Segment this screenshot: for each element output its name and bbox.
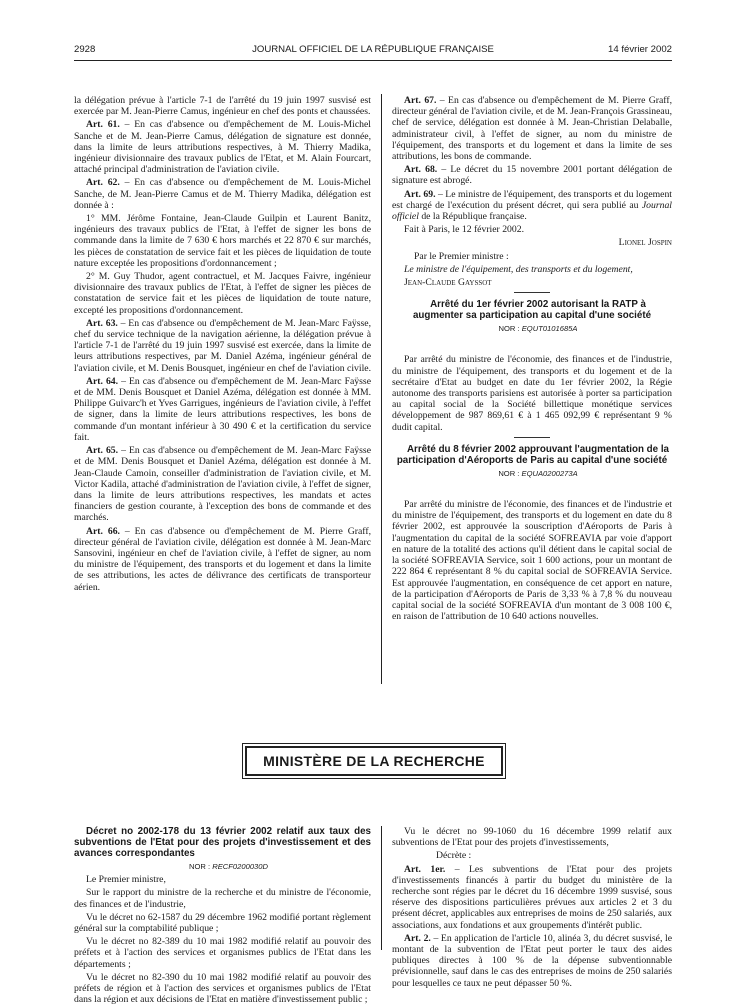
column-divider — [381, 94, 382, 684]
article-66 — [74, 526, 371, 593]
article-63 — [74, 318, 371, 374]
paragraph: Le Premier ministre, — [86, 874, 166, 886]
ministry-banner — [242, 743, 506, 779]
article-text: de la République française. — [418, 211, 527, 223]
article-label: Art. 1er. — [404, 863, 446, 875]
journal-name: Journal officiel — [392, 199, 672, 223]
arrete-body: Par arrêté du ministre de l'économie, des finances et de l'industrie et du ministre de l'équipement, des transports et du logement en date du 8 février 2002, est approuvée la souscription d'Aéroports de Paris à l'augmentation du capital de la société SOFREAVIA par voie d'apport en nature de la totalité des actions qu'il détient dans le capital social de la société SOFREAVIA Service, soit 1 600 actions, pour un montant de 222 864 € représentant 8 % du capital social de SOFREAVIA Service. Est approuvée l'augmentation, en conséquence de cet apport en nature, de la participation d'Aéroports de Paris de 3,33 % à 7,8 % du nouveau capital social de la société SOFREAVIA d'un montant de 3 008 100 €, en raison de l'attribution de 10 640 actions nouvelles. — [392, 499, 672, 623]
article-label: Art. 67. — [404, 95, 437, 106]
article-text: – Les subventions de l'Etat pour des projets d'investissements financés à partir du budget du ministère de la recherche sont régies par le décret du 16 décembre 1999 susvisé, sous réserve des dispositions particulières prévues aux articles 2 et 3 du présent décret, applicables aux entreprises de moins de 250 salariés, aux associations, aux fondations et aux groupements d'intérêt public. — [392, 863, 672, 931]
article-62 — [74, 177, 371, 211]
paragraph: Vu le décret no 62-1587 du 29 décembre 1962 modifié portant règlement général sur la comptabilité publique ; — [74, 911, 371, 935]
article-65 — [74, 445, 371, 523]
arrete-title: Arrêté du 1er février 2002 autorisant la RATP à augmenter sa participation au capital d'une société — [412, 299, 652, 322]
journal-title: JOURNAL OFFICIEL DE LA RÉPUBLIQUE FRANÇAISE — [252, 44, 494, 55]
signature-place-date: Fait à Paris, le 12 février 2002. — [404, 224, 524, 236]
arrete-title: Arrêté du 8 février 2002 approuvant l'augmentation de la participation d'Aéroports de Paris au capital d'une société — [396, 443, 670, 466]
article-label: Art. 2. — [404, 932, 431, 944]
left-column — [74, 95, 371, 595]
ministry-title: MINISTÈRE DE LA RECHERCHE — [245, 746, 503, 776]
article-text: – En cas d'absence ou d'empêchement de M. Louis-Michel Sanche, de M. Jean-Pierre Camus et de M. Thierry Madika, délégation est donnée à : — [74, 177, 371, 211]
paragraph: Vu le décret no 99-1060 du 16 décembre 1999 relatif aux subventions de l'Etat pour des projets d'investissements, — [392, 826, 672, 849]
paragraph: la délégation prévue à l'article 7-1 de l'arrêté du 19 juin 1997 susvisé est exercée par M. Jean-Pierre Camus, ingénieur en chef des ponts et chaussées. — [74, 95, 371, 118]
separator — [514, 292, 550, 293]
minister-title: Le ministre de l'équipement, des transports et du logement, — [404, 263, 633, 275]
decrete-line: Décrète : — [436, 850, 472, 862]
arrete-body: Par arrêté du ministre de l'économie, des finances et de l'industrie, du ministre de l'équipement, des transports et du logement et de la secrétaire d'Etat au budget en date du 1er février 2002, la Régie autonome des transports parisiens est autorisée à porter sa participation au capital social de la Société billettique monétique services développement de 987 869,61 € à 1 465 092,99 € représentant 9 % dudit capital. — [392, 354, 672, 433]
nor-reference — [392, 323, 672, 334]
signatory-intro: Par le Premier ministre : — [414, 250, 509, 262]
nor-code: EQUT0101685A — [521, 324, 578, 334]
signatory-minister: Jean-Claude Gayssot — [404, 277, 492, 289]
page-number: 2928 — [74, 44, 96, 55]
article-label: Art. 69. — [404, 188, 436, 200]
article-68 — [392, 164, 672, 186]
paragraph: Sur le rapport du ministre de la recherche et du ministre de l'économie, des finances et de l'industrie, — [74, 887, 371, 910]
column-divider-lower — [381, 826, 382, 950]
article-text: – En cas d'absence ou d'empêchement de M. Pierre Graff, directeur général de l'aviation civile, délégation est donnée à M. Jean-Marc Sansovini, ingénieur en chef de l'aviation civile, à l'effet de signer, au nom du ministre de l'équipement, des transports et du logement et dans la limite de ses attributions, les actes de délivrance des certificats de transporteur aérien. — [74, 525, 371, 593]
decree-title: Décret no 2002-178 du 13 février 2002 relatif aux taux des subventions de l'Etat pour des projets d'investissement et des avances correspondantes — [74, 826, 371, 859]
header-rule — [74, 60, 672, 61]
article-label: Art. 65. — [86, 445, 119, 457]
signatory-pm: Lionel Jospin — [618, 237, 672, 249]
article-text: – En cas d'absence ou d'empêchement de M. Louis-Michel Sanche et de M. Jean-Pierre Camus, délégation de signature est donnée, dans la limite de leurs attributions respectives, à M. Thierry Madika, ingénieur divisionnaire des travaux publics de l'Etat, et M. Alain Fourcart, attaché principal d'administration de l'aviation civile. — [74, 119, 371, 176]
article-61 — [74, 119, 371, 175]
decree-article-1 — [392, 864, 672, 931]
paragraph: 1° MM. Jérôme Fontaine, Jean-Claude Guilpin et Laurent Banitz, ingénieurs des travaux publics de l'Etat, à l'effet de signer les bons de commande dans la limite de 7 630 € hors marchés et 22 870 € sur marchés, les pièces de constatation de service fait et les pièces de liquidation de toute nature exceptée les propositions d'ordonnancement ; — [74, 213, 371, 269]
article-text: – En cas d'absence ou d'empêchement de M. Pierre Graff, directeur général de l'aviation civile, et de M. Jean-François Grassineau, chef de service, délégation est donnée à M. Jean-Christian Delaballe, administrateur civil, à l'effet de signer, au nom du ministre de l'équipement, des transports et du logement et dans la limite de ses attributions, les bons de commande. — [392, 95, 672, 163]
article-64 — [74, 376, 371, 443]
nor-code: RECF0200030D — [212, 862, 268, 871]
nor-reference — [74, 861, 371, 872]
article-text: – En cas d'absence ou d'empêchement de M. Jean-Marc Faÿsse, chef du service technique de la navigation aérienne, la délégation prévue à l'article 7-1 de l'arrêté du 19 juin 1997 susvisé est exercée, dans la limite de leurs attributions respectives, par M. Daniel Azéma, ingénieur général de l'aviation civile, et M. Denis Bousquet, ingénieur en chef de l'aviation civile. — [74, 317, 371, 374]
article-text: – En cas d'absence ou d'empêchement de M. Jean-Marc Faÿsse et de MM. Denis Bousquet et Daniel Azéma, délégation est donnée à MM. Philippe Guivarc'h et Yves Garrigues, ingénieurs de l'aviation civile, à l'effet de signer, dans la limite de leurs attributions respectives, les bons de commande d'un montant inférieur à 30 490 € et la certification du service fait. — [74, 375, 371, 443]
right-column — [392, 95, 672, 624]
paragraph: Vu le décret no 82-389 du 10 mai 1982 modifié relatif au pouvoir des préfets et à l'action des services et organismes publics de l'Etat dans les départements ; — [74, 936, 371, 970]
article-label: Art. 61. — [86, 119, 120, 131]
decree-article-2 — [392, 933, 672, 989]
decree-left-column — [74, 826, 371, 1007]
article-text: – Le décret du 15 novembre 2001 portant délégation de signature est abrogé. — [392, 164, 672, 187]
nor-label: NOR : — [189, 862, 213, 871]
article-text: – Le ministre de l'équipement, des transports et du logement est chargé de l'exécution du présent décret, qui sera publié au — [392, 188, 672, 211]
paragraph: 2° M. Guy Thudor, agent contractuel, et M. Jacques Faivre, ingénieur divisionnaire des travaux publics de l'Etat, à l'effet de signer les pièces de constatation de service fait et les pièces de liquidation de toute nature, excepté les propositions d'ordonnancement. — [74, 271, 371, 316]
article-label: Art. 63. — [86, 317, 118, 329]
article-label: Art. 64. — [86, 375, 119, 387]
nor-code: EQUA0200273A — [521, 468, 578, 478]
article-label: Art. 66. — [86, 525, 120, 537]
separator — [514, 437, 550, 438]
paragraph: Vu le décret no 82-390 du 10 mai 1982 modifié relatif au pouvoir des préfets de région et à l'action des services et organismes publics de l'Etat dans la région et aux décisions de l'Etat en matière d'investissement public ; — [74, 971, 371, 1006]
article-text: – En cas d'absence ou d'empêchement de M. Jean-Marc Faÿsse et de MM. Denis Bousquet et Daniel Azéma, délégation est donnée à M. Jean-Claude Camoin, conseiller d'administration de l'aviation civile, et M. Victor Kadila, attaché d'administration de l'aviation civile, à l'effet de signer, dans la limite de leurs attributions respectives, les mandats et actes financiers de gestion courante, à l'exception des bons de commande et des marchés. — [74, 445, 371, 524]
article-69 — [392, 189, 672, 223]
article-67 — [392, 95, 672, 162]
nor-reference — [392, 468, 672, 479]
article-text: – En application de l'article 10, alinéa 3, du décret susvisé, le montant de la subvention de l'Etat peut porter le taux des aides publiques directes à 100 % de la dépense subventionnable prévisionnelle, sauf dans le cas des entreprises de moins de 250 salariés pour lesquelles ce taux ne peut dépasser 50 %. — [392, 932, 672, 989]
article-label: Art. 68. — [404, 164, 438, 176]
nor-label: NOR : — [498, 324, 522, 334]
page-header — [74, 44, 672, 58]
issue-date: 14 février 2002 — [608, 44, 672, 55]
nor-label: NOR : — [498, 468, 522, 478]
article-label: Art. 62. — [86, 177, 120, 189]
decree-right-column — [392, 826, 672, 991]
